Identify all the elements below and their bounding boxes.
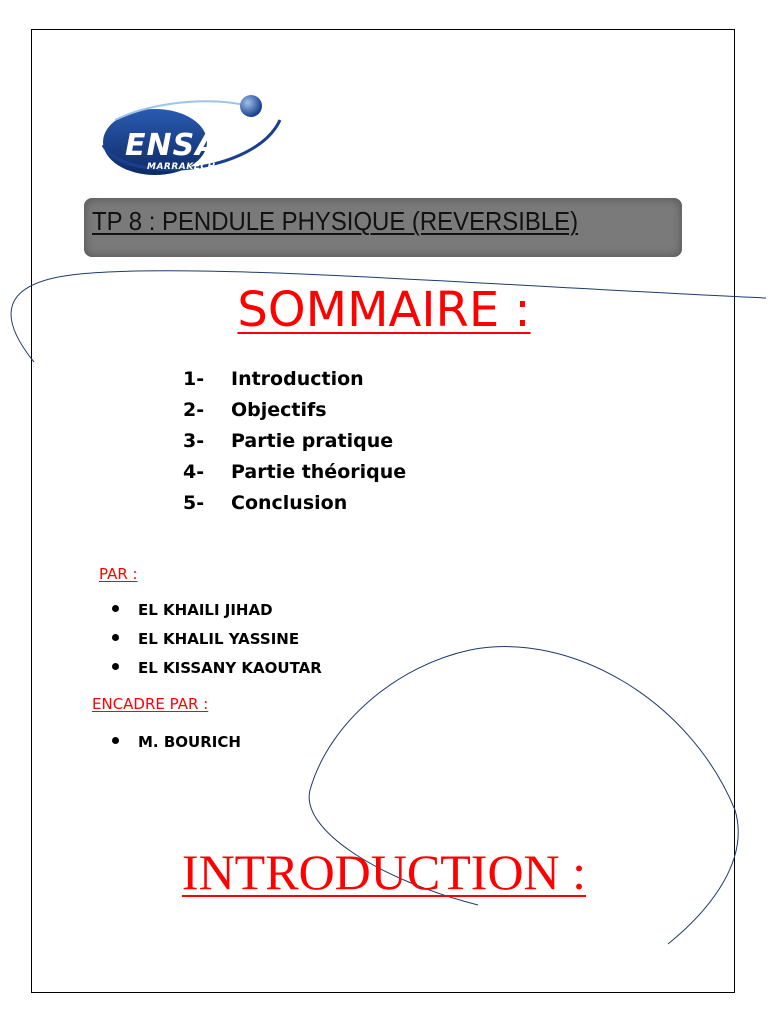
table-of-contents bbox=[183, 367, 406, 522]
toc-item bbox=[183, 398, 406, 429]
toc-number: 1- bbox=[183, 368, 205, 390]
author-name: EL KHALIL YASSINE bbox=[138, 630, 300, 648]
authors-list bbox=[112, 599, 322, 686]
sommaire-heading bbox=[0, 282, 768, 338]
author-item bbox=[112, 599, 322, 628]
toc-item bbox=[183, 491, 406, 522]
introduction-heading bbox=[0, 843, 768, 901]
author-item bbox=[112, 657, 322, 686]
toc-label: Introduction bbox=[231, 368, 364, 390]
bullet-icon bbox=[112, 605, 119, 612]
toc-label: Partie théorique bbox=[231, 461, 407, 483]
toc-number: 4- bbox=[183, 461, 205, 483]
author-name: EL KISSANY KAOUTAR bbox=[138, 659, 322, 677]
toc-label: Partie pratique bbox=[231, 430, 394, 452]
bullet-icon bbox=[112, 634, 119, 641]
author-name: EL KHAILI JIHAD bbox=[138, 601, 273, 619]
toc-label: Conclusion bbox=[231, 492, 348, 514]
bullet-icon bbox=[112, 737, 119, 744]
document-title: TP 8 : PENDULE PHYSIQUE (REVERSIBLE) bbox=[92, 206, 579, 236]
author-item bbox=[112, 628, 322, 657]
introduction-heading-text: INTRODUCTION : bbox=[181, 844, 587, 900]
logo-sphere bbox=[240, 95, 262, 117]
authors-label: PAR : bbox=[99, 565, 138, 583]
toc-item bbox=[183, 460, 406, 491]
toc-item bbox=[183, 429, 406, 460]
logo-subtext: MARRAKECH bbox=[147, 162, 216, 172]
bullet-icon bbox=[112, 663, 119, 670]
toc-number: 3- bbox=[183, 430, 205, 452]
ensa-logo bbox=[95, 90, 285, 185]
toc-label: Objectifs bbox=[231, 399, 327, 421]
logo-text: ENSA bbox=[125, 128, 220, 163]
supervisor-label: ENCADRE PAR : bbox=[92, 695, 209, 713]
toc-number: 5- bbox=[183, 492, 205, 514]
supervisor-list bbox=[112, 731, 241, 760]
toc-number: 2- bbox=[183, 399, 205, 421]
supervisor-item bbox=[112, 731, 241, 760]
supervisor-name: M. BOURICH bbox=[138, 733, 241, 751]
sommaire-heading-text: SOMMAIRE : bbox=[237, 282, 531, 338]
toc-item bbox=[183, 367, 406, 398]
